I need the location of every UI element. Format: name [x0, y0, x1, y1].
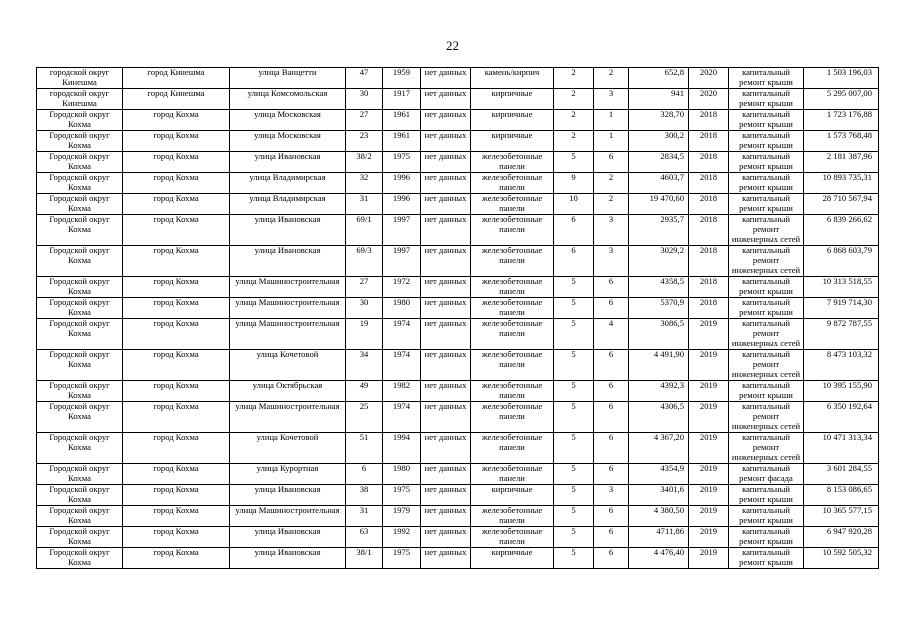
district-cell: Городской округ Кохма: [37, 131, 123, 152]
work-type-cell: капитальный ремонт крыши: [729, 381, 804, 402]
city-cell: город Кохма: [123, 152, 230, 173]
year-cell: 1974: [383, 319, 421, 350]
area-cell: 4392,3: [629, 381, 689, 402]
city-cell: город Кохма: [123, 381, 230, 402]
work-type-cell: капитальный ремонт инженерных сетей: [729, 215, 804, 246]
cost-cell: 5 295 007,00: [804, 89, 879, 110]
area-cell: 4358,5: [629, 277, 689, 298]
data-cell: нет данных: [421, 110, 471, 131]
plan-year-cell: 2019: [689, 319, 729, 350]
house-cell: 38/2: [346, 152, 383, 173]
material-cell: железобетонные панели: [471, 319, 554, 350]
city-cell: город Кохма: [123, 402, 230, 433]
house-cell: 6: [346, 464, 383, 485]
year-cell: 1917: [383, 89, 421, 110]
plan-year-cell: 2019: [689, 433, 729, 464]
street-cell: улица Машиностроительная: [230, 402, 346, 433]
year-cell: 1979: [383, 506, 421, 527]
material-cell: железобетонные панели: [471, 215, 554, 246]
table-row: [37, 381, 879, 402]
table-row: [37, 89, 879, 110]
table-row: [37, 485, 879, 506]
plan-year-cell: 2018: [689, 131, 729, 152]
work-type-cell: капитальный ремонт крыши: [729, 110, 804, 131]
work-type-cell: капитальный ремонт инженерных сетей: [729, 246, 804, 277]
area-cell: 4711,86: [629, 527, 689, 548]
entrances-cell: 6: [594, 433, 629, 464]
house-cell: 27: [346, 277, 383, 298]
table-row: [37, 433, 879, 464]
street-cell: улица Ивановская: [230, 485, 346, 506]
material-cell: железобетонные панели: [471, 194, 554, 215]
cost-cell: 10 471 313,34: [804, 433, 879, 464]
area-cell: 4306,5: [629, 402, 689, 433]
plan-year-cell: 2019: [689, 506, 729, 527]
street-cell: улица Машиностроительная: [230, 506, 346, 527]
street-cell: улица Ивановская: [230, 527, 346, 548]
area-cell: 2935,7: [629, 215, 689, 246]
work-type-cell: капитальный ремонт крыши: [729, 89, 804, 110]
year-cell: 1980: [383, 298, 421, 319]
material-cell: железобетонные панели: [471, 350, 554, 381]
material-cell: железобетонные панели: [471, 527, 554, 548]
table-row: [37, 152, 879, 173]
page-number: 22: [446, 38, 459, 53]
floors-cell: 5: [554, 433, 594, 464]
house-cell: 19: [346, 319, 383, 350]
street-cell: улица Кочетовой: [230, 433, 346, 464]
work-type-cell: капитальный ремонт фасада: [729, 464, 804, 485]
house-cell: 38/1: [346, 548, 383, 569]
work-type-cell: капитальный ремонт крыши: [729, 527, 804, 548]
city-cell: город Кохма: [123, 485, 230, 506]
district-cell: Городской округ Кохма: [37, 381, 123, 402]
area-cell: 4603,7: [629, 173, 689, 194]
area-cell: 2834,5: [629, 152, 689, 173]
entrances-cell: 6: [594, 152, 629, 173]
street-cell: улица Владимирская: [230, 194, 346, 215]
floors-cell: 9: [554, 173, 594, 194]
year-cell: 1974: [383, 350, 421, 381]
year-cell: 1992: [383, 527, 421, 548]
cost-cell: 10 395 155,90: [804, 381, 879, 402]
material-cell: железобетонные панели: [471, 152, 554, 173]
cost-cell: 10 313 518,55: [804, 277, 879, 298]
housing-registry-table: [36, 67, 879, 569]
table-row: [37, 548, 879, 569]
plan-year-cell: 2018: [689, 277, 729, 298]
district-cell: Городской округ Кохма: [37, 402, 123, 433]
data-cell: нет данных: [421, 381, 471, 402]
district-cell: Городской округ Кохма: [37, 464, 123, 485]
house-cell: 47: [346, 68, 383, 89]
district-cell: городской округ Кинешма: [37, 68, 123, 89]
floors-cell: 5: [554, 464, 594, 485]
house-cell: 31: [346, 506, 383, 527]
material-cell: кирпичные: [471, 110, 554, 131]
house-cell: 27: [346, 110, 383, 131]
year-cell: 1997: [383, 215, 421, 246]
year-cell: 1959: [383, 68, 421, 89]
street-cell: улица Машиностроительная: [230, 298, 346, 319]
plan-year-cell: 2019: [689, 381, 729, 402]
plan-year-cell: 2020: [689, 89, 729, 110]
plan-year-cell: 2019: [689, 527, 729, 548]
data-cell: нет данных: [421, 89, 471, 110]
area-cell: 4 367,20: [629, 433, 689, 464]
district-cell: Городской округ Кохма: [37, 548, 123, 569]
entrances-cell: 6: [594, 381, 629, 402]
plan-year-cell: 2018: [689, 173, 729, 194]
house-cell: 63: [346, 527, 383, 548]
city-cell: город Кохма: [123, 350, 230, 381]
city-cell: город Кинешма: [123, 89, 230, 110]
plan-year-cell: 2019: [689, 485, 729, 506]
work-type-cell: капитальный ремонт крыши: [729, 277, 804, 298]
district-cell: Городской округ Кохма: [37, 277, 123, 298]
floors-cell: 5: [554, 485, 594, 506]
table-row: [37, 246, 879, 277]
cost-cell: 3 601 284,55: [804, 464, 879, 485]
work-type-cell: капитальный ремонт крыши: [729, 548, 804, 569]
floors-cell: 5: [554, 277, 594, 298]
table-row: [37, 110, 879, 131]
house-cell: 34: [346, 350, 383, 381]
area-cell: 3029,2: [629, 246, 689, 277]
table-row: [37, 277, 879, 298]
district-cell: Городской округ Кохма: [37, 152, 123, 173]
district-cell: городской округ Кинешма: [37, 89, 123, 110]
area-cell: 4 476,40: [629, 548, 689, 569]
house-cell: 38: [346, 485, 383, 506]
street-cell: улица Комсомольская: [230, 89, 346, 110]
city-cell: город Кинешма: [123, 68, 230, 89]
cost-cell: 10 365 577,15: [804, 506, 879, 527]
work-type-cell: капитальный ремонт крыши: [729, 173, 804, 194]
table-row: [37, 298, 879, 319]
area-cell: 3086,5: [629, 319, 689, 350]
floors-cell: 2: [554, 110, 594, 131]
cost-cell: 6 350 192,64: [804, 402, 879, 433]
city-cell: город Кохма: [123, 433, 230, 464]
data-cell: нет данных: [421, 433, 471, 464]
data-cell: нет данных: [421, 527, 471, 548]
house-cell: 25: [346, 402, 383, 433]
data-cell: нет данных: [421, 485, 471, 506]
area-cell: 4 491,90: [629, 350, 689, 381]
plan-year-cell: 2018: [689, 194, 729, 215]
data-cell: нет данных: [421, 298, 471, 319]
city-cell: город Кохма: [123, 215, 230, 246]
material-cell: железобетонные панели: [471, 402, 554, 433]
district-cell: Городской округ Кохма: [37, 215, 123, 246]
area-cell: 328,70: [629, 110, 689, 131]
plan-year-cell: 2019: [689, 350, 729, 381]
floors-cell: 5: [554, 319, 594, 350]
entrances-cell: 6: [594, 350, 629, 381]
work-type-cell: капитальный ремонт инженерных сетей: [729, 350, 804, 381]
work-type-cell: капитальный ремонт крыши: [729, 506, 804, 527]
material-cell: кирпичные: [471, 89, 554, 110]
street-cell: улица Машиностроительная: [230, 319, 346, 350]
table-row: [37, 194, 879, 215]
house-cell: 69/1: [346, 215, 383, 246]
area-cell: 5370,9: [629, 298, 689, 319]
house-cell: 31: [346, 194, 383, 215]
city-cell: город Кохма: [123, 173, 230, 194]
street-cell: улица Ивановская: [230, 152, 346, 173]
material-cell: кирпичные: [471, 485, 554, 506]
house-cell: 32: [346, 173, 383, 194]
cost-cell: 6 839 266,62: [804, 215, 879, 246]
year-cell: 1982: [383, 381, 421, 402]
house-cell: 30: [346, 298, 383, 319]
year-cell: 1975: [383, 485, 421, 506]
street-cell: улица Машиностроительная: [230, 277, 346, 298]
plan-year-cell: 2018: [689, 215, 729, 246]
floors-cell: 5: [554, 152, 594, 173]
district-cell: Городской округ Кохма: [37, 298, 123, 319]
district-cell: Городской округ Кохма: [37, 433, 123, 464]
district-cell: Городской округ Кохма: [37, 527, 123, 548]
table-row: [37, 319, 879, 350]
cost-cell: 28 710 567,94: [804, 194, 879, 215]
table-row: [37, 506, 879, 527]
work-type-cell: капитальный ремонт крыши: [729, 68, 804, 89]
district-cell: Городской округ Кохма: [37, 110, 123, 131]
data-cell: нет данных: [421, 152, 471, 173]
district-cell: Городской округ Кохма: [37, 173, 123, 194]
data-cell: нет данных: [421, 548, 471, 569]
year-cell: 1994: [383, 433, 421, 464]
year-cell: 1961: [383, 131, 421, 152]
cost-cell: 1 573 768,48: [804, 131, 879, 152]
table-row: [37, 173, 879, 194]
floors-cell: 5: [554, 381, 594, 402]
data-cell: нет данных: [421, 402, 471, 433]
cost-cell: 2 181 387,96: [804, 152, 879, 173]
entrances-cell: 2: [594, 194, 629, 215]
cost-cell: 7 919 714,30: [804, 298, 879, 319]
data-cell: нет данных: [421, 215, 471, 246]
district-cell: Городской округ Кохма: [37, 319, 123, 350]
area-cell: 652,8: [629, 68, 689, 89]
cost-cell: 8 153 086,65: [804, 485, 879, 506]
cost-cell: 1 503 196,03: [804, 68, 879, 89]
year-cell: 1961: [383, 110, 421, 131]
plan-year-cell: 2018: [689, 246, 729, 277]
work-type-cell: капитальный ремонт крыши: [729, 194, 804, 215]
street-cell: улица Ивановская: [230, 246, 346, 277]
entrances-cell: 1: [594, 131, 629, 152]
district-cell: Городской округ Кохма: [37, 506, 123, 527]
street-cell: улица Ивановская: [230, 548, 346, 569]
work-type-cell: капитальный ремонт крыши: [729, 152, 804, 173]
material-cell: железобетонные панели: [471, 433, 554, 464]
house-cell: 23: [346, 131, 383, 152]
entrances-cell: 6: [594, 506, 629, 527]
entrances-cell: 2: [594, 68, 629, 89]
entrances-cell: 4: [594, 319, 629, 350]
data-cell: нет данных: [421, 464, 471, 485]
data-cell: нет данных: [421, 194, 471, 215]
material-cell: железобетонные панели: [471, 277, 554, 298]
district-cell: Городской округ Кохма: [37, 350, 123, 381]
table-row: [37, 402, 879, 433]
street-cell: улица Ивановская: [230, 215, 346, 246]
cost-cell: 8 473 103,32: [804, 350, 879, 381]
year-cell: 1975: [383, 548, 421, 569]
data-cell: нет данных: [421, 319, 471, 350]
work-type-cell: капитальный ремонт крыши: [729, 298, 804, 319]
material-cell: железобетонные панели: [471, 464, 554, 485]
entrances-cell: 6: [594, 298, 629, 319]
area-cell: 4 380,50: [629, 506, 689, 527]
entrances-cell: 6: [594, 527, 629, 548]
work-type-cell: капитальный ремонт крыши: [729, 485, 804, 506]
material-cell: кирпичные: [471, 131, 554, 152]
year-cell: 1975: [383, 152, 421, 173]
city-cell: город Кохма: [123, 527, 230, 548]
entrances-cell: 3: [594, 215, 629, 246]
floors-cell: 5: [554, 402, 594, 433]
city-cell: город Кохма: [123, 194, 230, 215]
city-cell: город Кохма: [123, 246, 230, 277]
cost-cell: 6 868 603,79: [804, 246, 879, 277]
street-cell: улица Ванцетти: [230, 68, 346, 89]
floors-cell: 5: [554, 506, 594, 527]
cost-cell: 9 872 787,55: [804, 319, 879, 350]
plan-year-cell: 2019: [689, 464, 729, 485]
district-cell: Городской округ Кохма: [37, 485, 123, 506]
floors-cell: 5: [554, 527, 594, 548]
data-cell: нет данных: [421, 350, 471, 381]
cost-cell: 6 947 920,28: [804, 527, 879, 548]
data-cell: нет данных: [421, 246, 471, 277]
floors-cell: 2: [554, 131, 594, 152]
year-cell: 1980: [383, 464, 421, 485]
work-type-cell: капитальный ремонт инженерных сетей: [729, 433, 804, 464]
table-row: [37, 527, 879, 548]
floors-cell: 2: [554, 89, 594, 110]
work-type-cell: капитальный ремонт инженерных сетей: [729, 402, 804, 433]
entrances-cell: 3: [594, 485, 629, 506]
area-cell: 300,2: [629, 131, 689, 152]
area-cell: 4354,9: [629, 464, 689, 485]
year-cell: 1972: [383, 277, 421, 298]
entrances-cell: 6: [594, 277, 629, 298]
table-row: [37, 215, 879, 246]
year-cell: 1997: [383, 246, 421, 277]
plan-year-cell: 2020: [689, 68, 729, 89]
street-cell: улица Курортная: [230, 464, 346, 485]
material-cell: железобетонные панели: [471, 246, 554, 277]
plan-year-cell: 2019: [689, 402, 729, 433]
area-cell: 3401,6: [629, 485, 689, 506]
plan-year-cell: 2019: [689, 548, 729, 569]
district-cell: Городской округ Кохма: [37, 246, 123, 277]
city-cell: город Кохма: [123, 319, 230, 350]
floors-cell: 10: [554, 194, 594, 215]
work-type-cell: капитальный ремонт крыши: [729, 131, 804, 152]
material-cell: железобетонные панели: [471, 298, 554, 319]
floors-cell: 6: [554, 215, 594, 246]
city-cell: город Кохма: [123, 548, 230, 569]
floors-cell: 2: [554, 68, 594, 89]
plan-year-cell: 2018: [689, 152, 729, 173]
cost-cell: 1 723 176,88: [804, 110, 879, 131]
table-row: [37, 68, 879, 89]
data-cell: нет данных: [421, 506, 471, 527]
year-cell: 1996: [383, 194, 421, 215]
entrances-cell: 2: [594, 173, 629, 194]
entrances-cell: 6: [594, 464, 629, 485]
year-cell: 1996: [383, 173, 421, 194]
data-cell: нет данных: [421, 277, 471, 298]
house-cell: 69/3: [346, 246, 383, 277]
entrances-cell: 6: [594, 402, 629, 433]
city-cell: город Кохма: [123, 298, 230, 319]
work-type-cell: капитальный ремонт инженерных сетей: [729, 319, 804, 350]
cost-cell: 10 893 735,31: [804, 173, 879, 194]
area-cell: 941: [629, 89, 689, 110]
city-cell: город Кохма: [123, 506, 230, 527]
street-cell: улица Кочетовой: [230, 350, 346, 381]
area-cell: 19 470,60: [629, 194, 689, 215]
material-cell: кирпичные: [471, 548, 554, 569]
floors-cell: 6: [554, 246, 594, 277]
material-cell: железобетонные панели: [471, 381, 554, 402]
street-cell: улица Московская: [230, 110, 346, 131]
floors-cell: 5: [554, 548, 594, 569]
plan-year-cell: 2018: [689, 110, 729, 131]
data-cell: нет данных: [421, 68, 471, 89]
entrances-cell: 1: [594, 110, 629, 131]
data-cell: нет данных: [421, 173, 471, 194]
street-cell: улица Владимирская: [230, 173, 346, 194]
year-cell: 1974: [383, 402, 421, 433]
floors-cell: 5: [554, 298, 594, 319]
plan-year-cell: 2018: [689, 298, 729, 319]
floors-cell: 5: [554, 350, 594, 381]
city-cell: город Кохма: [123, 110, 230, 131]
entrances-cell: 3: [594, 246, 629, 277]
house-cell: 51: [346, 433, 383, 464]
table-row: [37, 350, 879, 381]
material-cell: камень/кирпич: [471, 68, 554, 89]
house-cell: 30: [346, 89, 383, 110]
material-cell: железобетонные панели: [471, 173, 554, 194]
city-cell: город Кохма: [123, 464, 230, 485]
house-cell: 49: [346, 381, 383, 402]
data-cell: нет данных: [421, 131, 471, 152]
material-cell: железобетонные панели: [471, 506, 554, 527]
street-cell: улица Октябрьская: [230, 381, 346, 402]
city-cell: город Кохма: [123, 277, 230, 298]
district-cell: Городской округ Кохма: [37, 194, 123, 215]
entrances-cell: 6: [594, 548, 629, 569]
entrances-cell: 3: [594, 89, 629, 110]
table-row: [37, 131, 879, 152]
cost-cell: 10 592 505,32: [804, 548, 879, 569]
city-cell: город Кохма: [123, 131, 230, 152]
table-row: [37, 464, 879, 485]
street-cell: улица Московская: [230, 131, 346, 152]
